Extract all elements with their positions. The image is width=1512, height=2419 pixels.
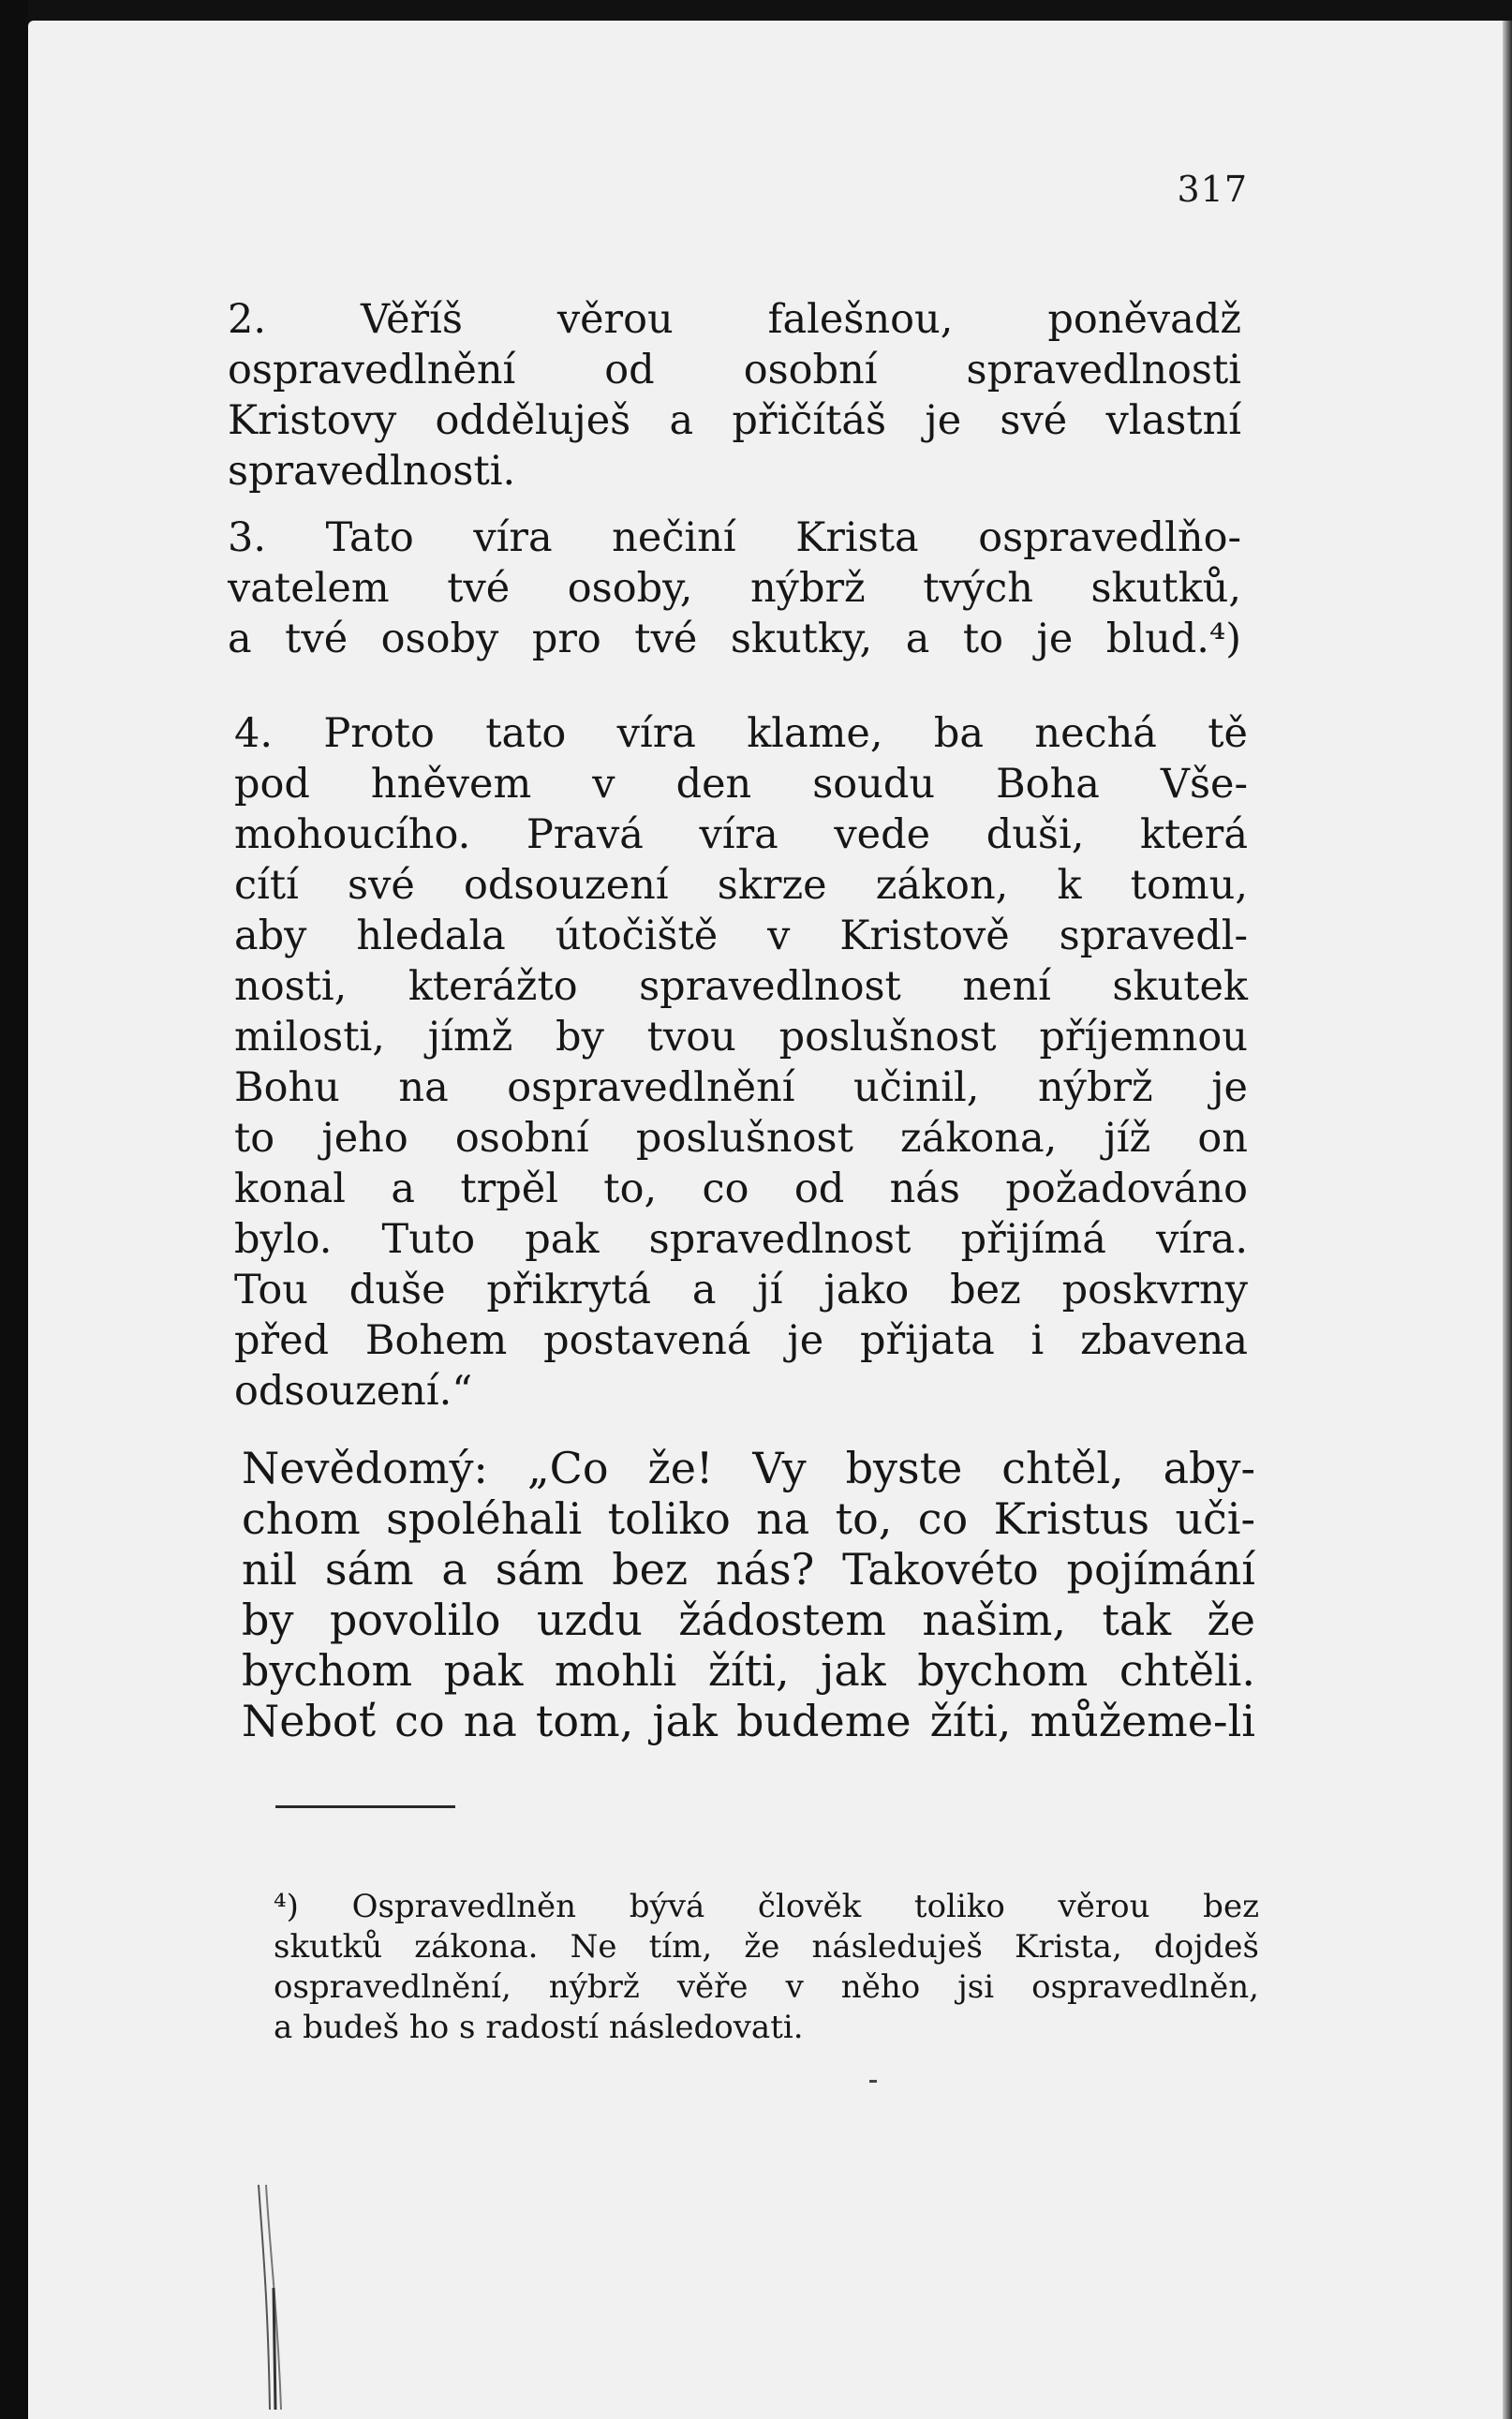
paragraph-4 bbox=[234, 708, 1248, 1417]
text-line: chom spoléhali toliko na to, co Kristus uči- bbox=[242, 1493, 1255, 1544]
footnote-line: a budeš ho s radostí následovati. bbox=[274, 2009, 804, 2046]
text-line: nosti, kterážto spravedlnost není skutek bbox=[234, 963, 1248, 1010]
book-page bbox=[28, 21, 1512, 2419]
text-line: před Bohem postavená je přijata i zbavena bbox=[234, 1317, 1248, 1364]
text-line: pod hněvem v den soudu Boha Vše- bbox=[234, 761, 1248, 808]
text-line: vatelem tvé osoby, nýbrž tvých skutků, bbox=[228, 565, 1241, 612]
text-line: odsouzení.“ bbox=[234, 1368, 473, 1415]
footnote-line: skutků zákona. Ne tím, že následuješ Krista, dojdeš bbox=[274, 1928, 1259, 1966]
scan-top-edge bbox=[28, 0, 1512, 21]
scan-margin-artifact bbox=[249, 2185, 305, 2410]
scan-speck bbox=[869, 2080, 877, 2083]
scan-right-edge bbox=[1503, 21, 1512, 2419]
text-line: Kristovy odděluješ a přičítáš je své vlastní bbox=[228, 397, 1241, 444]
text-line: 4. Proto tato víra klame, ba nechá tě bbox=[234, 710, 1248, 757]
paragraph-3 bbox=[228, 512, 1241, 664]
text-line: milosti, jímž by tvou poslušnost příjemnou bbox=[234, 1014, 1248, 1061]
text-line: ospravedlnění od osobní spravedlnosti bbox=[228, 347, 1241, 393]
text-line: spravedlnosti. bbox=[228, 448, 516, 495]
text-line: aby hledala útočiště v Kristově spravedl- bbox=[234, 913, 1248, 959]
text-line: cítí své odsouzení skrze zákon, k tomu, bbox=[234, 862, 1248, 909]
text-line: by povolilo uzdu žádostem našim, tak že bbox=[242, 1595, 1255, 1645]
text-line: 3. Tato víra nečiní Krista ospravedlňo- bbox=[228, 514, 1241, 561]
text-line: 2. Věříš věrou falešnou, poněvadž bbox=[228, 296, 1241, 343]
text-line: bychom pak mohli žíti, jak bychom chtěli. bbox=[242, 1645, 1255, 1696]
page-number: 317 bbox=[1177, 169, 1248, 210]
footnote-line: ⁴) Ospravedlněn bývá člověk toliko věrou bez bbox=[274, 1888, 1259, 1925]
text-line: Neboť co na tom, jak budeme žíti, můžeme-li bbox=[242, 1696, 1255, 1746]
paragraph-2 bbox=[228, 294, 1241, 497]
text-line: mohoucího. Pravá víra vede duši, která bbox=[234, 811, 1248, 858]
paragraph-dialogue bbox=[242, 1443, 1255, 1746]
footnote bbox=[274, 1887, 1259, 2048]
text-line: konal a trpěl to, co od nás požadováno bbox=[234, 1165, 1248, 1212]
text-line: Bohu na ospravedlnění učinil, nýbrž je bbox=[234, 1064, 1248, 1111]
text-line: nil sám a sám bez nás? Takovéto pojímání bbox=[242, 1544, 1255, 1595]
text-line: Tou duše přikrytá a jí jako bez poskvrny bbox=[234, 1267, 1248, 1313]
text-line: to jeho osobní poslušnost zákona, jíž on bbox=[234, 1115, 1248, 1162]
footnote-divider bbox=[275, 1805, 455, 1808]
text-line: a tvé osoby pro tvé skutky, a to je blud.⁴) bbox=[228, 616, 1241, 662]
footnote-line: ospravedlnění, nýbrž věře v něho jsi ospravedlněn, bbox=[274, 1968, 1259, 2006]
text-line: Nevědomý: „Co že! Vy byste chtěl, aby- bbox=[242, 1443, 1255, 1493]
text-line: bylo. Tuto pak spravedlnost přijímá víra. bbox=[234, 1216, 1248, 1263]
